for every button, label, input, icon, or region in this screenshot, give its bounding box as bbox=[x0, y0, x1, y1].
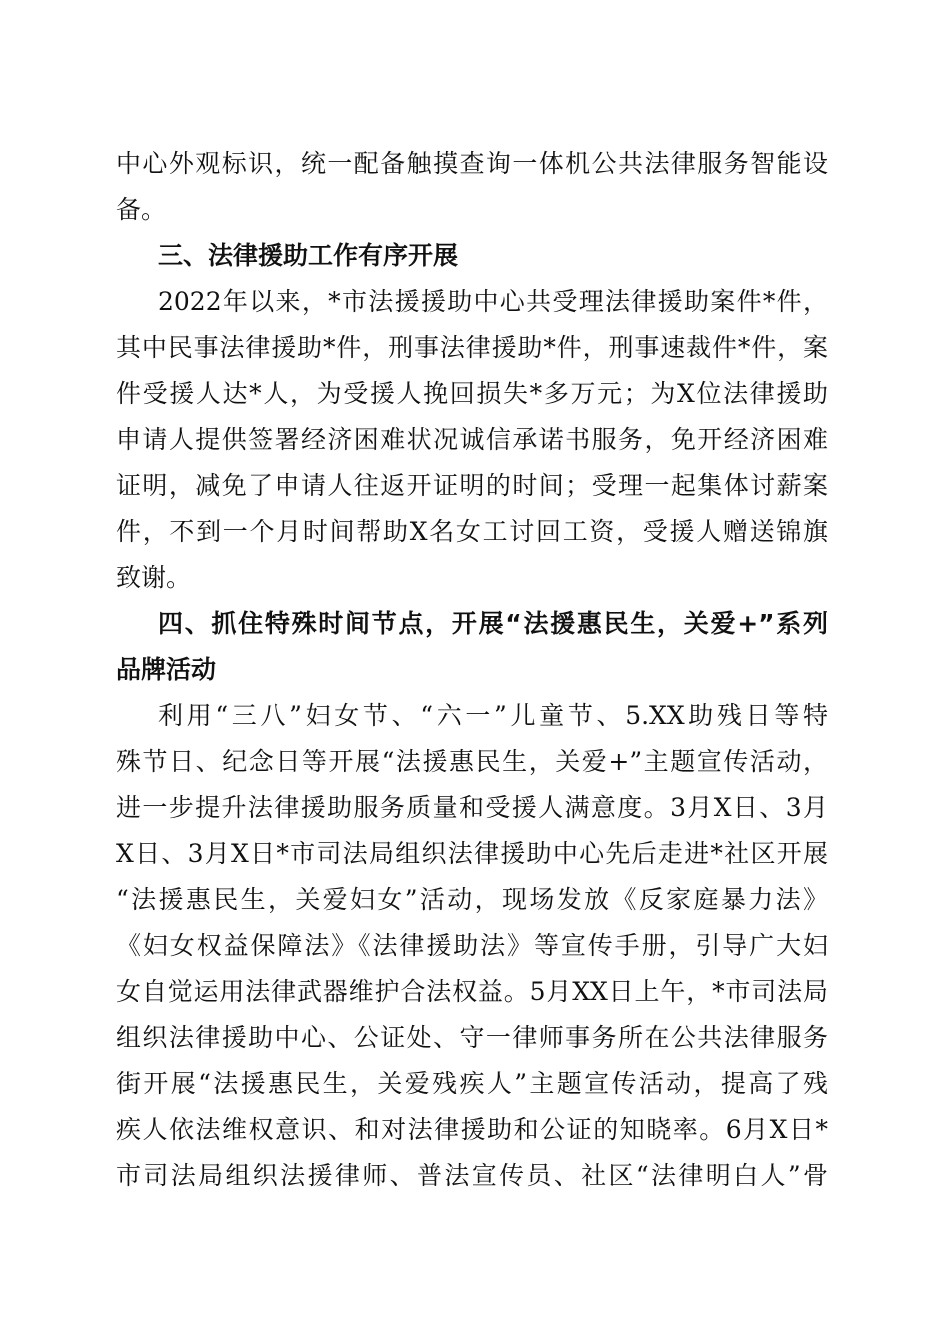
body-line: 致谢。 bbox=[116, 563, 192, 592]
body-line: 《妇女权益保障法》《法律援助法》等宣传手册，引导广大妇 bbox=[116, 931, 828, 960]
body-line: 进一步提升法律援助服务质量和受援人满意度。3月X日、3月 bbox=[116, 793, 828, 822]
body-line: 申请人提供签署经济困难状况诚信承诺书服务，免开经济困难 bbox=[116, 425, 828, 454]
body-line: 其中民事法律援助*件，刑事法律援助*件，刑事速裁件*件，案 bbox=[116, 333, 828, 362]
body-line: 街开展“法援惠民生，关爱残疾人”主题宣传活动，提高了残 bbox=[116, 1069, 828, 1098]
body-line: 组织法律援助中心、公证处、守一律师事务所在公共法律服务 bbox=[116, 1023, 828, 1052]
body-line: 中心外观标识，统一配备触摸查询一体机公共法律服务智能设 bbox=[116, 149, 828, 178]
body-line: 备。 bbox=[116, 195, 167, 224]
body-line: 件，不到一个月时间帮助X名女工讨回工资，受援人赠送锦旗 bbox=[116, 517, 828, 546]
body-line: 2022年以来，*市法援援助中心共受理法律援助案件*件， bbox=[158, 287, 828, 316]
section-heading-4: 四、抓住特殊时间节点，开展“法援惠民生，关爱+”系列 bbox=[158, 609, 828, 638]
body-line: 疾人依法维权意识、和对法律援助和公证的知晓率。6月X日* bbox=[116, 1115, 828, 1144]
body-line: “法援惠民生，关爱妇女”活动，现场发放《反家庭暴力法》 bbox=[116, 885, 828, 914]
body-line: 证明，减免了申请人往返开证明的时间；受理一起集体讨薪案 bbox=[116, 471, 828, 500]
body-line: 女自觉运用法律武器维护合法权益。5月XX日上午，*市司法局 bbox=[116, 977, 828, 1006]
body-line: 市司法局组织法援律师、普法宣传员、社区“法律明白人”骨 bbox=[116, 1161, 828, 1190]
body-line: X日、3月X日*市司法局组织法律援助中心先后走进*社区开展 bbox=[116, 839, 828, 868]
section-heading-4-cont: 品牌活动 bbox=[116, 655, 217, 684]
body-line: 殊节日、纪念日等开展“法援惠民生，关爱+”主题宣传活动， bbox=[116, 747, 828, 776]
body-line: 件受援人达*人，为受援人挽回损失*多万元；为X位法律援助 bbox=[116, 379, 828, 408]
section-heading-3: 三、法律援助工作有序开展 bbox=[158, 241, 459, 270]
document-body bbox=[116, 141, 828, 1199]
body-line: 利用“三八”妇女节、“六一”儿童节、5.XX助残日等特 bbox=[158, 701, 828, 730]
